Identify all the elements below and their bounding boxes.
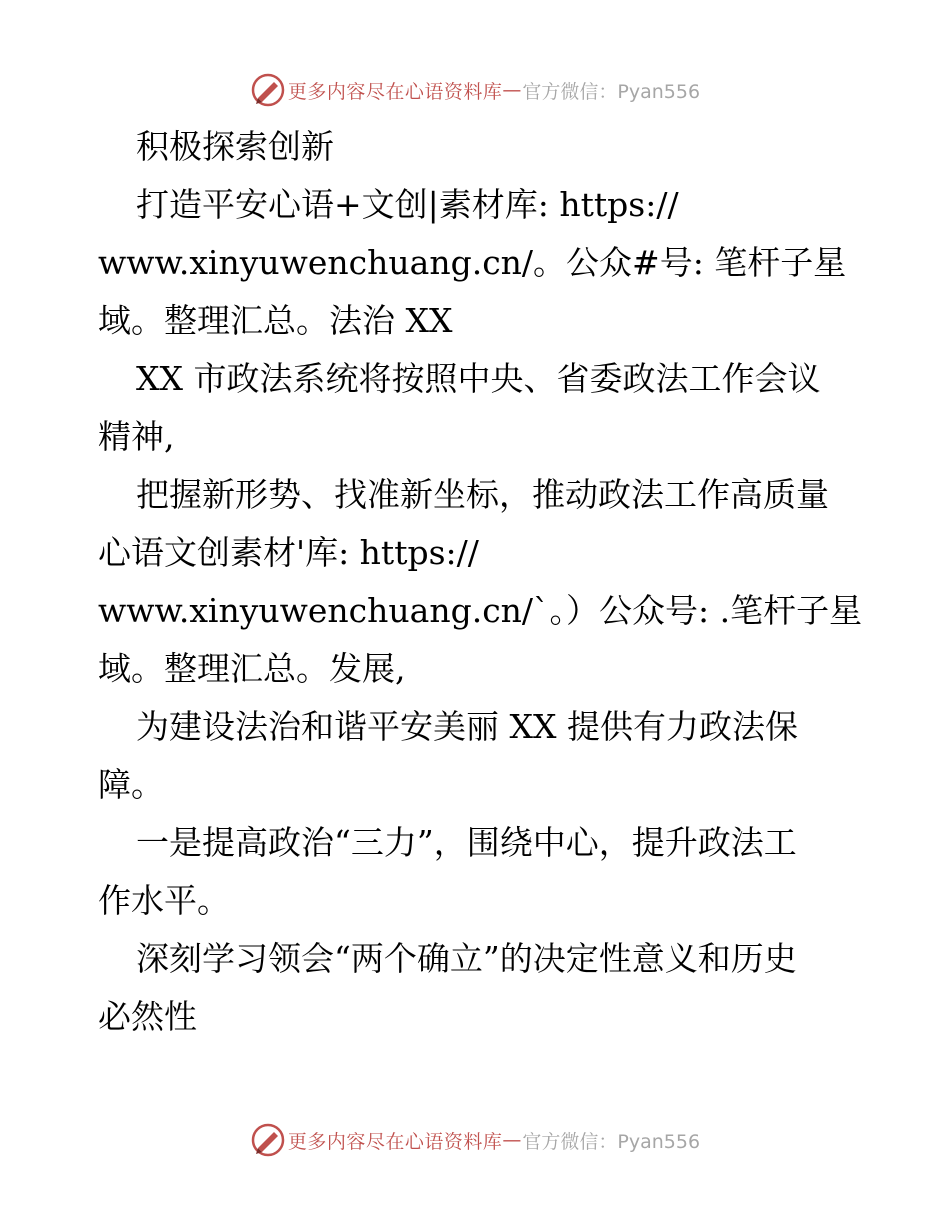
header-banner-separator: — bbox=[502, 79, 521, 101]
footer-banner-text: 更多内容尽在心语资料库 bbox=[287, 1130, 503, 1153]
footer-banner-wechat: 官方微信：Pyan556 bbox=[522, 1130, 701, 1153]
footer-watermark-banner bbox=[0, 1120, 950, 1160]
text-line: 域。整理汇总。法治 XX bbox=[98, 301, 453, 340]
text-line: www.xinyuwenchuang.cn/。公众#号: 笔杆子星 bbox=[98, 243, 847, 282]
text-line: 一是提高政治“三力”，围绕中心，提升政法工 bbox=[136, 823, 797, 862]
header-banner-wechat: 官方微信：Pyan556 bbox=[522, 80, 701, 103]
text-line: 心语文创素材'库: https:// bbox=[98, 533, 479, 572]
text-line: www.xinyuwenchuang.cn/`。）公众号: .笔杆子星 bbox=[98, 591, 863, 630]
header-banner-text: 更多内容尽在心语资料库 bbox=[287, 80, 503, 103]
text-line: 为建设法治和谐平安美丽 XX 提供有力政法保 bbox=[136, 707, 798, 746]
document-body bbox=[98, 118, 863, 1046]
pen-logo-icon bbox=[250, 1122, 286, 1158]
text-line: 障。 bbox=[98, 765, 164, 804]
text-line: 作水平。 bbox=[98, 881, 230, 920]
text-line: 把握新形势、找准新坐标，推动政法工作高质量 bbox=[136, 475, 829, 514]
pen-logo-icon bbox=[250, 72, 286, 108]
header-watermark-banner bbox=[0, 70, 950, 110]
text-line: 积极探索创新 bbox=[136, 127, 334, 166]
text-line: 必然性 bbox=[98, 997, 197, 1036]
footer-banner-separator: — bbox=[502, 1129, 521, 1151]
text-line: XX 市政法系统将按照中央、省委政法工作会议 bbox=[136, 359, 821, 398]
text-line: 域。整理汇总。发展, bbox=[98, 649, 406, 688]
text-line: 打造平安心语+文创|素材库: https:// bbox=[136, 185, 679, 224]
text-line: 深刻学习领会“两个确立”的决定性意义和历史 bbox=[136, 939, 797, 978]
text-line: 精神, bbox=[98, 417, 175, 456]
